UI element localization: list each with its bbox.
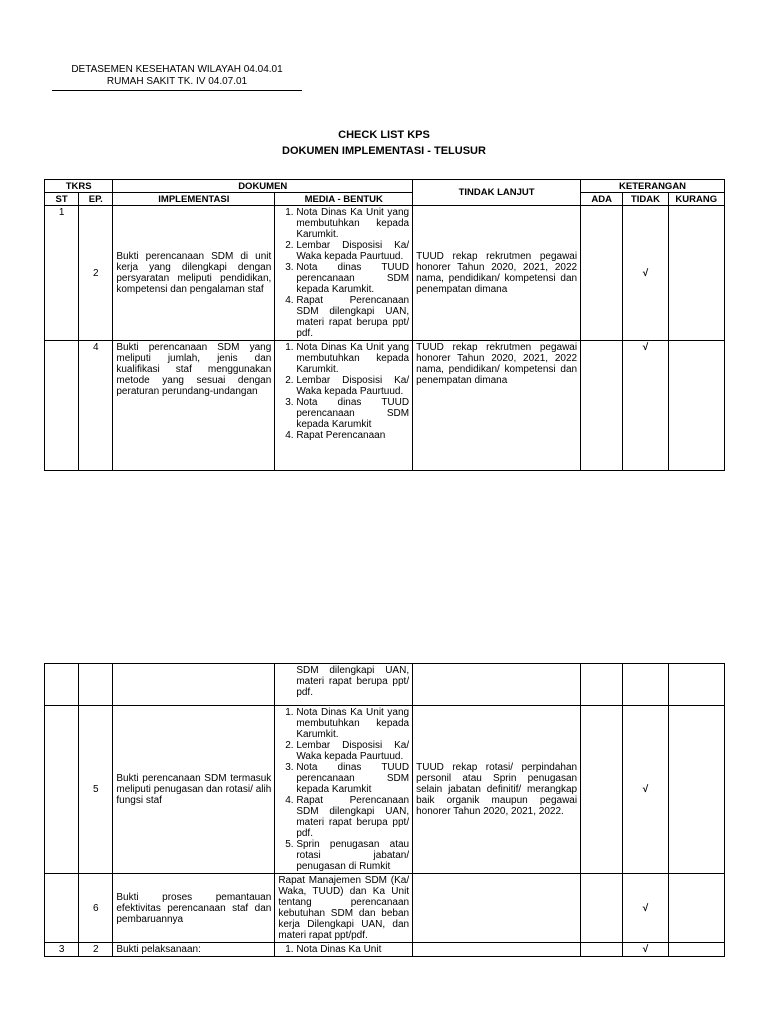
- tindak-lanjut-cell: [413, 664, 581, 706]
- ep-cell: 2: [79, 206, 113, 341]
- tidak-check-mark: √: [623, 206, 668, 341]
- media-cell: [275, 943, 413, 957]
- tindak-lanjut-cell: [413, 874, 581, 943]
- media-item: 1. Nota Dinas Ka Unit: [296, 944, 409, 955]
- ada-cell: [581, 706, 623, 874]
- media-cell: [275, 341, 413, 471]
- st-cell: [45, 706, 79, 874]
- institution-header: [52, 64, 302, 91]
- tidak-check-mark: √: [623, 943, 668, 957]
- header-dokumen: DOKUMEN: [113, 180, 413, 193]
- media-item: 1. Nota Dinas Ka Unit yang membutuhkan kepada Karumkit.: [296, 342, 409, 375]
- media-item: 3. Nota dinas TUUD perencanaan SDM kepada Karumkit: [296, 397, 409, 430]
- st-cell: [45, 874, 79, 943]
- tidak-cell: [623, 664, 668, 706]
- header-tidak: TIDAK: [623, 193, 668, 206]
- media-item: 3. Nota dinas TUUD perencanaan SDM kepada Karumkit: [296, 762, 409, 795]
- media-item: 1. Nota Dinas Ka Unit yang membutuhkan kepada Karumkit.: [296, 207, 409, 240]
- tidak-check-mark: √: [623, 874, 668, 943]
- st-cell: [45, 664, 79, 706]
- ep-cell: 5: [79, 706, 113, 874]
- media-cell: [275, 206, 413, 341]
- kurang-cell: [668, 943, 724, 957]
- media-item: 4. Rapat Perencanaan: [296, 430, 409, 441]
- table-row: [45, 341, 725, 471]
- media-item: 2. Lembar Disposisi Ka/ Waka kepada Paurtuud.: [296, 240, 409, 262]
- media-item: 4. Rapat Perencanaan SDM dilengkapi UAN, materi rapat berupa ppt/ pdf.: [296, 795, 409, 839]
- table-row-continuation: [45, 664, 725, 706]
- table-row: [45, 943, 725, 957]
- implementasi-cell: Bukti proses pemantauan efektivitas perencanaan staf dan pembaruannya: [113, 874, 275, 943]
- tindak-lanjut-cell: [413, 943, 581, 957]
- header-tkrs: TKRS: [45, 180, 113, 193]
- header-ada: ADA: [581, 193, 623, 206]
- table-row: [45, 874, 725, 943]
- header-keterangan: KETERANGAN: [581, 180, 725, 193]
- ada-cell: [581, 664, 623, 706]
- tidak-check-mark: √: [623, 706, 668, 874]
- media-item: 5. Sprin penugasan atau rotasi jabatan/ penugasan di Rumkit: [296, 839, 409, 872]
- implementasi-cell: Bukti pelaksanaan:: [113, 943, 275, 957]
- table-row: [45, 706, 725, 874]
- doc-subtitle: DOKUMEN IMPLEMENTASI - TELUSUR: [282, 145, 486, 157]
- implementasi-cell: Bukti perencanaan SDM termasuk meliputi penugasan dan rotasi/ alih fungsi staf: [113, 706, 275, 874]
- ep-cell: [79, 664, 113, 706]
- media-item: 2. Lembar Disposisi Ka/ Waka kepada Paurtuud.: [296, 740, 409, 762]
- header-implementasi: IMPLEMENTASI: [113, 193, 275, 206]
- ada-cell: [581, 874, 623, 943]
- checklist-table-page-1: [44, 179, 725, 471]
- media-item: 4. Rapat Perencanaan SDM dilengkapi UAN, materi rapat berupa ppt/ pdf.: [296, 295, 409, 339]
- header-media: MEDIA - BENTUK: [275, 193, 413, 206]
- ada-cell: [581, 206, 623, 341]
- table-row: [45, 206, 725, 341]
- implementasi-cell: Bukti perencanaan SDM di unit kerja yang dilengkapi dengan persyaratan meliputi pendidikan, kompetensi dan pengalaman staf: [113, 206, 275, 341]
- header-ep: EP.: [79, 193, 113, 206]
- header-st: ST: [45, 193, 79, 206]
- ada-cell: [581, 943, 623, 957]
- implementasi-cell: [113, 664, 275, 706]
- ep-cell: 4: [79, 341, 113, 471]
- kurang-cell: [668, 206, 724, 341]
- tindak-lanjut-cell: TUUD rekap rotasi/ perpindahan personil atau Sprin penugasan selain jabatan definitif/ merangkap baik organik maupun pegawai honorer Tahun 2020, 2021, 2022.: [413, 706, 581, 874]
- media-item: 1. Nota Dinas Ka Unit yang membutuhkan kepada Karumkit.: [296, 707, 409, 740]
- media-item: 3. Nota dinas TUUD perencanaan SDM kepada Karumkit.: [296, 262, 409, 295]
- ada-cell: [581, 341, 623, 471]
- tindak-lanjut-cell: TUUD rekap rekrutmen pegawai honorer Tahun 2020, 2021, 2022 nama, pendidikan/ kompetensi dan penempatan dimana: [413, 206, 581, 341]
- ep-cell: 2: [79, 943, 113, 957]
- tindak-lanjut-cell: TUUD rekap rekrutmen pegawai honorer Tahun 2020, 2021, 2022 nama, pendidikan/ kompetensi dan penempatan dimana: [413, 341, 581, 471]
- media-cell: SDM dilengkapi UAN, materi rapat berupa ppt/ pdf.: [275, 664, 413, 706]
- kurang-cell: [668, 341, 724, 471]
- header-kurang: KURANG: [668, 193, 724, 206]
- media-item: 2. Lembar Disposisi Ka/ Waka kepada Paurtuud.: [296, 375, 409, 397]
- checklist-table-page-2: [44, 663, 725, 957]
- media-cell: Rapat Manajemen SDM (Ka/ Waka, TUUD) dan Ka Unit tentang perencanaan kebutuhan SDM dan beban kerja Dilengkapi UAN, dan materi rapat ppt/pdf.: [275, 874, 413, 943]
- ep-cell: 6: [79, 874, 113, 943]
- st-cell: 1: [45, 206, 79, 341]
- header-line-1: DETASEMEN KESEHATAN WILAYAH 04.04.01: [71, 64, 283, 75]
- header-tindak-lanjut: TINDAK LANJUT: [413, 180, 581, 206]
- tidak-check-mark: √: [623, 341, 668, 471]
- kurang-cell: [668, 874, 724, 943]
- kurang-cell: [668, 664, 724, 706]
- doc-title: CHECK LIST KPS: [338, 129, 430, 141]
- media-cell: [275, 706, 413, 874]
- st-cell: [45, 341, 79, 471]
- header-line-2: RUMAH SAKIT TK. IV 04.07.01: [52, 76, 302, 91]
- implementasi-cell: Bukti perencanaan SDM yang meliputi jumlah, jenis dan kualifikasi staf menggunakan metode yang sesuai dengan peraturan perundang-undangan: [113, 341, 275, 471]
- st-cell: 3: [45, 943, 79, 957]
- kurang-cell: [668, 706, 724, 874]
